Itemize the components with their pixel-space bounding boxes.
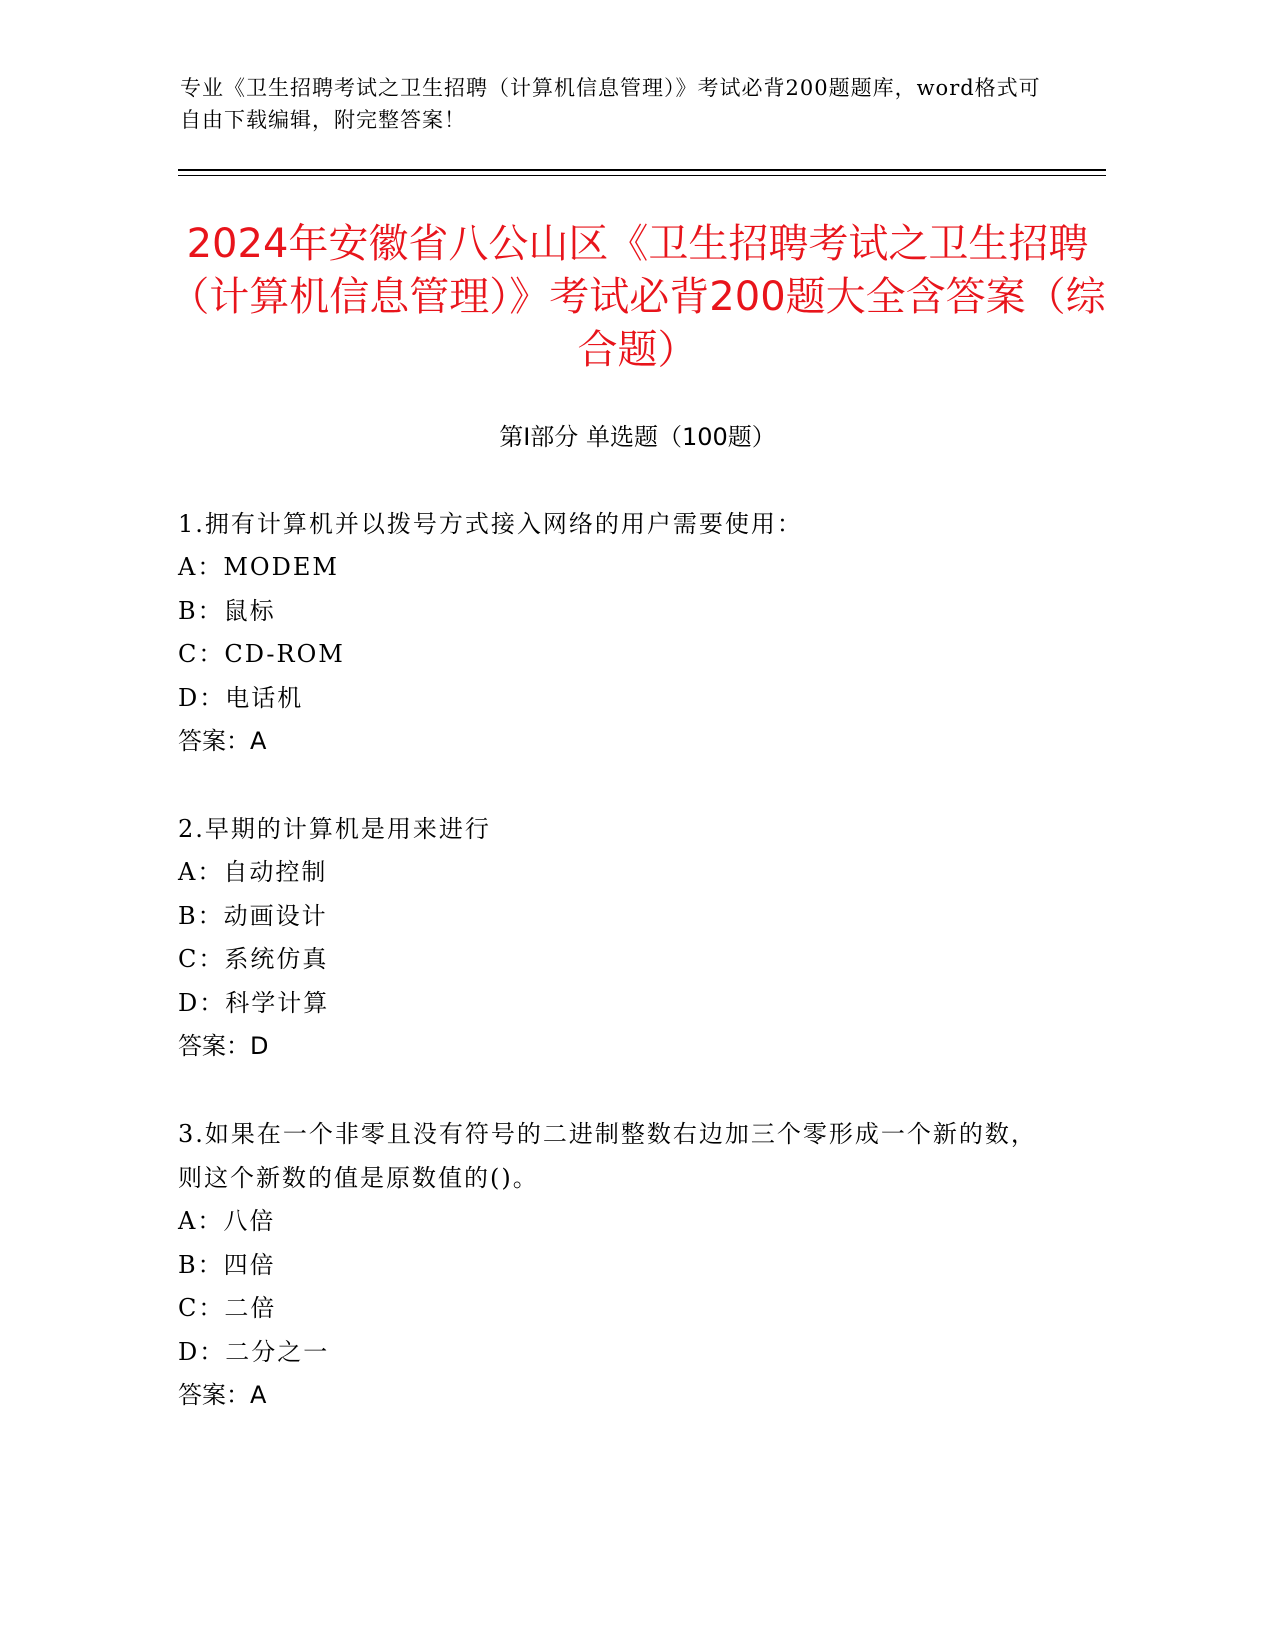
section-heading: 第Ⅰ部分 单选题（100题） [499, 423, 776, 451]
answer-value: D [250, 1032, 269, 1060]
option-c [178, 938, 1038, 982]
option-key: C： [178, 945, 225, 973]
question-stem: 1.拥有计算机并以拨号方式接入网络的用户需要使用： [178, 510, 803, 538]
question-1 [178, 502, 1038, 764]
option-b [178, 895, 1038, 939]
answer-line [178, 720, 1038, 764]
header-divider-thin [178, 175, 1106, 176]
option-b [178, 590, 1038, 634]
option-text: 系统仿真 [224, 945, 329, 973]
option-text: 电话机 [225, 683, 304, 712]
option-text: 八倍 [223, 1207, 276, 1235]
option-key: A： [178, 1207, 224, 1235]
document-title: 2024年安徽省八公山区《卫生招聘考试之卫生招聘（计算机信息管理）》考试必背200题大全含答案（综合题） [169, 221, 1106, 373]
answer-value: A [250, 727, 267, 755]
answer-line [178, 1025, 1038, 1069]
question-stem: 2.早期的计算机是用来进行 [178, 815, 491, 843]
option-d [178, 982, 1038, 1026]
answer-label: 答案： [178, 1381, 250, 1409]
answer-label: 答案： [178, 1032, 250, 1060]
option-a [178, 851, 1038, 895]
option-d [178, 1331, 1038, 1375]
question-3 [178, 1112, 1038, 1418]
option-key: A： [178, 553, 224, 581]
option-c [178, 1287, 1038, 1331]
option-text: CD-ROM [224, 640, 345, 668]
question-stem: 3.如果在一个非零且没有符号的二进制整数右边加三个零形成一个新的数，则这个新数的值是原数值的()。 [178, 1120, 1037, 1192]
option-text: MODEM [223, 553, 339, 581]
option-text: 科学计算 [225, 988, 330, 1017]
option-text: 动画设计 [223, 901, 328, 930]
option-a [178, 1200, 1038, 1244]
option-key: B： [178, 901, 224, 930]
answer-value: A [250, 1381, 267, 1409]
option-text: 二倍 [224, 1294, 277, 1322]
option-key: C： [178, 1294, 225, 1322]
option-text: 自动控制 [223, 858, 328, 886]
option-key: D： [178, 683, 226, 712]
option-a [178, 546, 1038, 590]
option-key: B： [178, 596, 224, 625]
option-text: 鼠标 [223, 596, 276, 625]
option-b [178, 1244, 1038, 1288]
option-key: A： [178, 858, 224, 886]
option-text: 四倍 [223, 1250, 276, 1279]
header-note: 专业《卫生招聘考试之卫生招聘（计算机信息管理）》考试必背200题题库，word格式可自由下载编辑，附完整答案！ [180, 76, 1041, 132]
option-c [178, 633, 1038, 677]
answer-label: 答案： [178, 727, 250, 755]
answer-line [178, 1374, 1038, 1418]
option-key: D： [178, 988, 226, 1017]
option-key: B： [178, 1250, 224, 1279]
header-divider-thick [178, 169, 1106, 171]
question-2 [178, 807, 1038, 1069]
option-text: 二分之一 [225, 1337, 330, 1366]
option-key: C： [178, 640, 225, 668]
option-d [178, 677, 1038, 721]
option-key: D： [178, 1337, 226, 1366]
